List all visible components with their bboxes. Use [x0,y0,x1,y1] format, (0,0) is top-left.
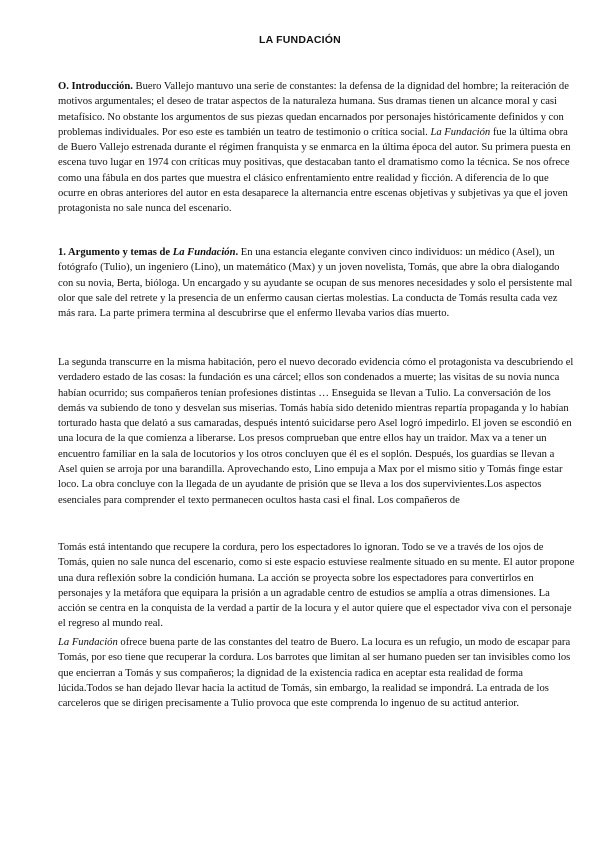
paragraph-second-part [58,355,575,508]
paragraph-text: En una estancia elegante conviven cinco individuos: un médico (Asel), un fotógrafo (Tulio), un ingeniero (Lino), un matemático (Max) y un joven novelista, Tomás, que abre la obra dialogando con su novia, Berta, bióloga. Un encargado y su ayudante se ocupan de sus menores necesidades y solo el persistente mal olor que sale del retrete y la presencia de un enfermo causan ciertas molestias. La conducta de Tomás resulta cada vez más rara. La parte primera termina al descubrirse que el enfermo llevaba varios días muerto. [58,247,573,320]
paragraph-text: fue la última obra de Buero Vallejo estrenada durante el régimen franquista y se enmarca en la última época del autor. Su primera puesta en escena tuvo lugar en 1974 con críticas muy positivas, que destacaban tanto el dramatismo como la técnica. Se nos ofrece como una fábula en dos partes que muestra el clásico enfrentamiento entre realidad y ficción. A diferencia de lo que ocurre en obras anteriores del autor en esta desaparece la alternancia entre escenas objetivas y subjetivas ya que el joven protagonista no sale nunca del escenario. [58,126,571,215]
paragraph-introduction [58,79,575,217]
section-heading-argument [58,247,238,258]
paragraph-argument [58,245,575,321]
paragraph-perspective [58,540,575,632]
paragraph-text: Buero Vallejo mantuvo una serie de constantes: la defensa de la dignidad del hombre; la reiteración de motivos argumentales; el deseo de tratar aspectos de la naturaleza humana. Sus dramas tienen un alcance moral y casi metafísico. No obstante los argumentos de sus piezas quedan encarnados por personajes históricamente definidos y con problemas individuales. Por eso este es también un teatro de testimonio o crítica social. [58,81,569,138]
paragraph-constants [58,635,575,711]
section-heading-text: 1. Argumento y temas de [58,247,173,258]
work-title: La Fundación [58,637,118,648]
work-title: La Fundación [172,247,236,258]
document-title: LA FUNDACIÓN [259,34,341,46]
work-title: La Fundación [430,126,491,138]
section-heading-end: . [235,247,239,258]
section-heading-introduction: O. Introducción. [58,81,133,92]
paragraph-text: La segunda transcurre en la misma habitación, pero el nuevo decorado evidencia cómo el protagonista va descubriendo el verdadero estado de las cosas: la fundación es una cárcel; ellos son condenados a muerte; las visitas de su novia nunca habían ocurrido; sus compañeros tenían profesiones distintas … Enseguida se llevan a Tulio. La conversación de los demás va subiendo de tono y desvelan sus miserias. Tomás había sido detenido mientras repartía propaganda y lo habían torturado hasta que delató a sus camaradas, después intentó suicidarse pero Asel logró impedirlo. El joven se escondió en una locura de la que comienza a liberarse. Los presos comprueban que entre ellos hay un traidor. Max va a tener un encuentro familiar en la sala de locutorios y los otros concluyen que él es el soplón. Después, los guardias se llevan a Asel quien se arroja por una barandilla. Aprovechando esto, Lino empuja a Max por el mismo sitio y Tomás finge estar loco. La obra concluye con la llegada de un ayudante de prisión que se lleva a los dos supervivientes.Los aspectos esenciales para comprender el texto permanecen ocultos hasta casi el final. Los compañeros de [58,357,574,506]
paragraph-text: ofrece buena parte de las constantes del teatro de Buero. La locura es un refugio, un modo de escapar para Tomás, por eso tiene que recuperar la cordura. Los barrotes que limitan al ser humano pueden ser tan invisibles como los que encierran a Tomás y sus compañeros; la dignidad de la existencia radica en aceptar esta realidad de forma lúcida.Todos se han dejado llevar hacia la actitud de Tomás, sin embargo, la realidad se impondrá. La entrada de los carceleros que se dirigen precisamente a Tulio provoca que este comprenda lo ingenuo de su actitud anterior. [58,637,571,710]
paragraph-text: Tomás está intentando que recupere la cordura, pero los espectadores lo ignoran. Todo se ve a través de los ojos de Tomás, quien no sale nunca del escenario, como si este espacio estuviese realmente situado en su mente. El autor propone una dura reflexión sobre la condición humana. La acción se proyecta sobre los espectadores para convertirlos en personajes y la metáfora que equipara la prisión a un agradable centro de estudios se amplía a otras dimensiones. La acción se centra en la conquista de la verdad a partir de la locura y el autor quiere que el espectador viva con el personaje el regreso al mundo real. [58,542,575,630]
